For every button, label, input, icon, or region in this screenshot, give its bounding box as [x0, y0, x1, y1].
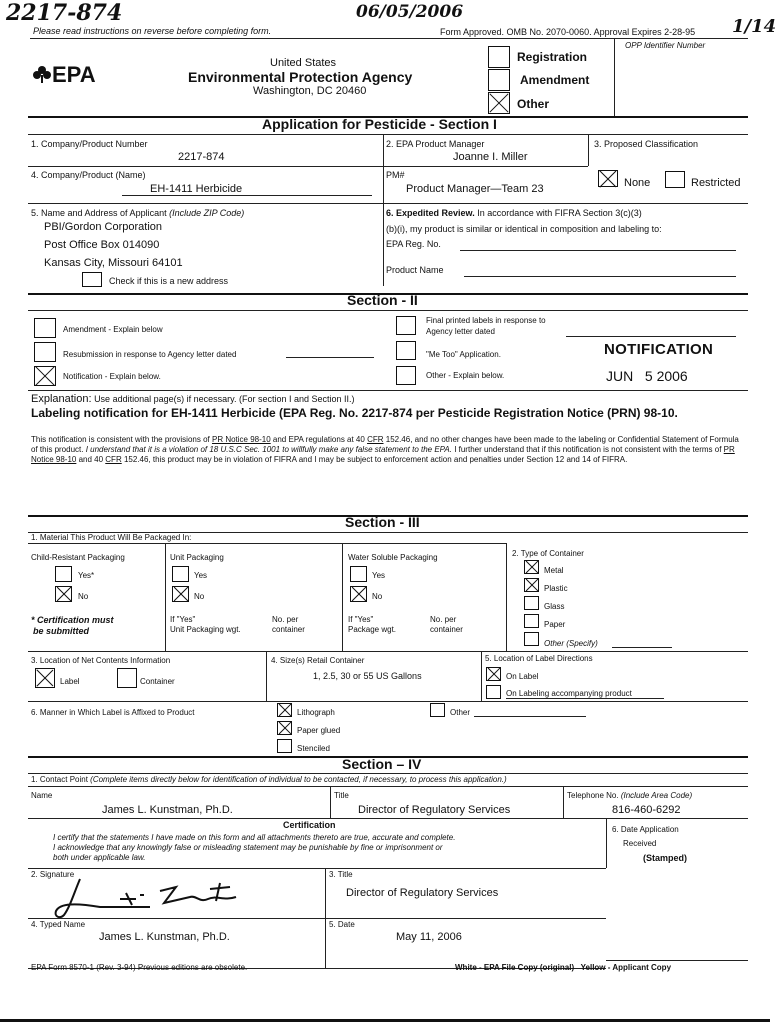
epa-logo-text: EPA	[52, 62, 96, 87]
container-metal-label: Metal	[544, 566, 564, 575]
product-manager-label: 2. EPA Product Manager	[386, 139, 485, 149]
date-label: 5. Date	[329, 920, 355, 929]
notification-checkbox[interactable]	[34, 366, 56, 386]
final-labels-checkbox[interactable]	[396, 316, 416, 335]
date-value[interactable]: May 11, 2006	[396, 931, 462, 943]
water-container-label: container	[430, 625, 463, 634]
net-contents-label: 3. Location of Net Contents Information	[31, 656, 171, 665]
form-number: EPA Form 8570-1 (Rev. 3-94) Previous editions are obsolete.	[31, 963, 248, 972]
explanation-header	[31, 393, 355, 405]
classification-none-checkbox[interactable]	[598, 170, 618, 187]
applicant-label	[31, 208, 244, 218]
label-directions-label: 5. Location of Label Directions	[485, 654, 593, 663]
section-1-title: Application for Pesticide - Section I	[262, 116, 497, 132]
product-name-label: Product Name	[386, 265, 444, 275]
container-other-label: Other (Specify)	[544, 639, 598, 648]
classification-restricted-label: Restricted	[691, 177, 741, 189]
certification-title: Certification	[283, 820, 336, 830]
instructions-note: Please read instructions on reverse before completing form.	[33, 26, 272, 36]
certification-text-3: both under applicable law.	[53, 853, 146, 862]
container-plastic-label: Plastic	[544, 584, 568, 593]
signer-title-value[interactable]: Director of Regulatory Services	[346, 887, 499, 899]
epa-reg-no-label: EPA Reg. No.	[386, 239, 441, 249]
net-contents-label-option: Label	[60, 677, 80, 686]
date-received-stamp: (Stamped)	[643, 853, 688, 863]
proposed-classification-label: 3. Proposed Classification	[594, 139, 699, 149]
notification-stamp-date: JUN 5 2006	[606, 368, 688, 384]
container-plastic-checkbox[interactable]	[524, 578, 539, 592]
expedited-review-label: 6. Expedited Review.	[386, 208, 475, 218]
classification-restricted-checkbox[interactable]	[665, 171, 685, 188]
new-address-checkbox[interactable]	[82, 272, 102, 287]
handwritten-page-number: 1/14	[732, 16, 776, 37]
pm-number-value[interactable]: Product Manager—Team 23	[406, 183, 544, 195]
contact-name-label: Name	[31, 791, 53, 800]
affix-other-checkbox[interactable]	[430, 703, 445, 717]
other-explain-label: Other - Explain below.	[426, 371, 505, 380]
typed-name-value[interactable]: James L. Kunstman, Ph.D.	[99, 931, 230, 943]
final-labels-label: Final printed labels in response to	[426, 316, 546, 325]
notification-stamp: NOTIFICATION	[604, 341, 714, 358]
applicant-address-line[interactable]: Post Office Box 014090	[44, 239, 160, 251]
telephone-label-hint: (Include Area Code)	[620, 791, 693, 800]
section-4-title: Section – IV	[342, 756, 422, 772]
certification-text-1: I certify that the statements I have made on this form and all attachments thereto are true, accurate and complete.	[53, 833, 456, 842]
signer-title-label: 3. Title	[329, 870, 353, 879]
water-soluble-no-checkbox[interactable]	[350, 586, 367, 602]
certification-text-2: I acknowledge that any knowingly false or misleading statement may be punishable by fine or imprisonment or	[53, 843, 443, 852]
stenciled-checkbox[interactable]	[277, 739, 292, 753]
explanation-label: Explanation:	[31, 393, 92, 405]
applicant-label-hint: (Include ZIP Code)	[169, 208, 245, 218]
section-2-title: Section - II	[347, 292, 418, 308]
company-product-name-label: 4. Company/Product (Name)	[31, 170, 146, 180]
net-contents-container-checkbox[interactable]	[117, 668, 137, 688]
amendment-explain-label: Amendment - Explain below	[63, 325, 163, 334]
registration-label: Registration	[517, 50, 588, 64]
me-too-label: "Me Too" Application.	[426, 350, 501, 359]
company-product-name-value[interactable]: EH-1411 Herbicide	[150, 183, 243, 195]
unit-no-per-label: No. per	[272, 615, 299, 624]
container-glass-label: Glass	[544, 602, 565, 611]
other-explain-checkbox[interactable]	[396, 366, 416, 385]
on-labeling-checkbox[interactable]	[486, 685, 501, 699]
contact-title-value[interactable]: Director of Regulatory Services	[358, 804, 511, 816]
handwritten-date: 06/05/2006	[356, 2, 464, 22]
package-wgt-label: Package wgt.	[348, 625, 397, 634]
notification-label: Notification - Explain below.	[63, 372, 161, 381]
classification-none-label: None	[624, 177, 651, 189]
explanation-paragraph: This notification is consistent with the provisions of PR Notice 98-10 and EPA regulations at 40 CFR 152.46, and no other changes have been made to the labeling or Confidential Statement of Formula of this product. I understand that it is a violation of 18 U.S.C Sec. 1001 to willfully make any false statement to the EPA. I further understand that if this notification is not consistent with the terms of PR Notice 98-10 and 40 CFR 152.46, this product may be in violation of FIFRA and I may be subject to enforcement action and penalties under Section 12 and 14 of FIFRA.	[31, 435, 739, 464]
resubmission-label: Resubmission in response to Agency letter dated	[63, 350, 237, 359]
retail-container-size-value[interactable]: 1, 2.5, 30 or 55 US Gallons	[313, 671, 422, 681]
me-too-checkbox[interactable]	[396, 341, 416, 360]
stenciled-label: Stenciled	[297, 744, 330, 753]
agency-name: Environmental Protection Agency	[188, 69, 413, 85]
contact-title-label: Title	[334, 791, 349, 800]
opp-identifier-label: OPP Identifier Number	[625, 41, 706, 50]
water-soluble-yes-checkbox[interactable]	[350, 566, 367, 582]
resubmission-checkbox[interactable]	[34, 342, 56, 362]
explanation-bold: Labeling notification for EH-1411 Herbicide (EPA Reg. No. 2217-874 per Pesticide Registration Notice (PRN) 98-10.	[31, 406, 678, 420]
new-address-label: Check if this is a new address	[109, 276, 229, 286]
child-resistant-yes-checkbox[interactable]	[55, 566, 72, 582]
unit-packaging-title: Unit Packaging	[170, 553, 224, 562]
water-soluble-title: Water Soluble Packaging	[348, 553, 438, 562]
on-label-checkbox[interactable]	[486, 667, 501, 681]
contact-point	[31, 775, 507, 784]
water-soluble-yes-label: Yes	[372, 571, 386, 580]
telephone-label-text: Telephone No.	[567, 791, 619, 800]
water-no-per-label: No. per	[430, 615, 457, 624]
paper-glued-checkbox[interactable]	[277, 721, 292, 735]
retail-container-size-label: 4. Size(s) Retail Container	[271, 656, 365, 665]
net-contents-label-checkbox[interactable]	[35, 668, 55, 688]
telephone-value[interactable]: 816-460-6292	[612, 804, 681, 816]
child-resistant-no-checkbox[interactable]	[55, 586, 72, 602]
applicant-label-text: 5. Name and Address of Applicant	[31, 208, 167, 218]
container-paper-label: Paper	[544, 620, 566, 629]
agency-address: Washington, DC 20460	[253, 85, 367, 97]
child-resistant-yes-label: Yes*	[78, 571, 95, 580]
handwritten-file-number: 2217-874	[6, 0, 123, 26]
container-type-label: 2. Type of Container	[512, 549, 584, 558]
unit-packaging-wgt-label: Unit Packaging wgt.	[170, 625, 241, 634]
unit-container-label: container	[272, 625, 305, 634]
date-received-label: 6. Date Application	[612, 825, 679, 834]
other-checkbox[interactable]	[488, 92, 510, 114]
expedited-review	[386, 208, 642, 218]
product-manager-value[interactable]: Joanne I. Miller	[453, 151, 528, 163]
signature-image	[40, 873, 280, 921]
net-contents-container-option: Container	[140, 677, 175, 686]
contact-point-label: 1. Contact Point	[31, 775, 88, 784]
amendment-label: Amendment	[520, 73, 590, 87]
container-paper-checkbox[interactable]	[524, 614, 539, 628]
contact-name-value[interactable]: James L. Kunstman, Ph.D.	[102, 804, 233, 816]
unit-if-yes-label: If "Yes"	[170, 615, 196, 624]
affix-other-label: Other	[450, 708, 471, 717]
container-metal-checkbox[interactable]	[524, 560, 539, 574]
on-label-option: On Label	[506, 672, 539, 681]
on-labeling-option: On Labeling accompanying product	[506, 689, 632, 698]
explanation-hint: Use additional page(s) if necessary. (For section I and Section II.)	[94, 394, 355, 404]
paper-glued-label: Paper glued	[297, 726, 341, 735]
applicant-name[interactable]: PBI/Gordon Corporation	[44, 221, 163, 233]
applicant-city[interactable]: Kansas City, Missouri 64101	[44, 257, 183, 269]
expedited-review-text: In accordance with FIFRA Section 3(c)(3)	[477, 208, 642, 218]
other-label: Other	[517, 97, 550, 111]
signature-label: 2. Signature	[31, 870, 75, 879]
form-approved-note: Form Approved. OMB No. 2070-0060. Approval Expires 2-28-95	[440, 27, 696, 37]
water-soluble-no-label: No	[372, 592, 383, 601]
registration-checkbox[interactable]	[488, 46, 510, 68]
date-received-label-2: Received	[623, 839, 657, 848]
epa-logo	[32, 62, 96, 88]
label-affixed-label: 6. Manner in Which Label is Affixed to Product	[31, 708, 195, 717]
packaging-material-label: 1. Material This Product Will Be Packaged In:	[31, 533, 192, 542]
company-product-number-value[interactable]: 2217-874	[178, 151, 225, 163]
typed-name-label: 4. Typed Name	[31, 920, 86, 929]
agency-line-1: United States	[270, 57, 337, 69]
unit-packaging-no-checkbox[interactable]	[172, 586, 189, 602]
unit-packaging-yes-label: Yes	[194, 571, 208, 580]
epa-flower-icon	[32, 64, 52, 84]
agency-letter-label: Agency letter dated	[426, 327, 495, 336]
pm-number-label: PM#	[386, 170, 405, 180]
certification-submitted-label: be submitted	[33, 626, 90, 636]
child-resistant-no-label: No	[78, 592, 89, 601]
lithograph-label: Lithograph	[297, 708, 335, 717]
company-product-number-label: 1. Company/Product Number	[31, 139, 148, 149]
unit-packaging-no-label: No	[194, 592, 205, 601]
water-if-yes-label: If "Yes"	[348, 615, 374, 624]
copy-distribution: White - EPA File Copy (original) Yellow - Applicant Copy	[455, 963, 672, 972]
lithograph-checkbox[interactable]	[277, 703, 292, 717]
section-3-title: Section - III	[345, 514, 420, 530]
child-resistant-title: Child-Resistant Packaging	[31, 553, 125, 562]
unit-packaging-yes-checkbox[interactable]	[172, 566, 189, 582]
amendment-checkbox[interactable]	[488, 69, 510, 91]
telephone-label	[567, 791, 692, 800]
certification-must-label: * Certification must	[31, 615, 114, 625]
amendment-explain-checkbox[interactable]	[34, 318, 56, 338]
container-other-checkbox[interactable]	[524, 632, 539, 646]
contact-point-hint: (Complete items directly below for identification of individual to be contacted, if necessary, to process this application.)	[90, 775, 507, 784]
container-glass-checkbox[interactable]	[524, 596, 539, 610]
expedited-review-line-2: (b)(i), my product is similar or identical in composition and labeling to:	[386, 224, 662, 234]
